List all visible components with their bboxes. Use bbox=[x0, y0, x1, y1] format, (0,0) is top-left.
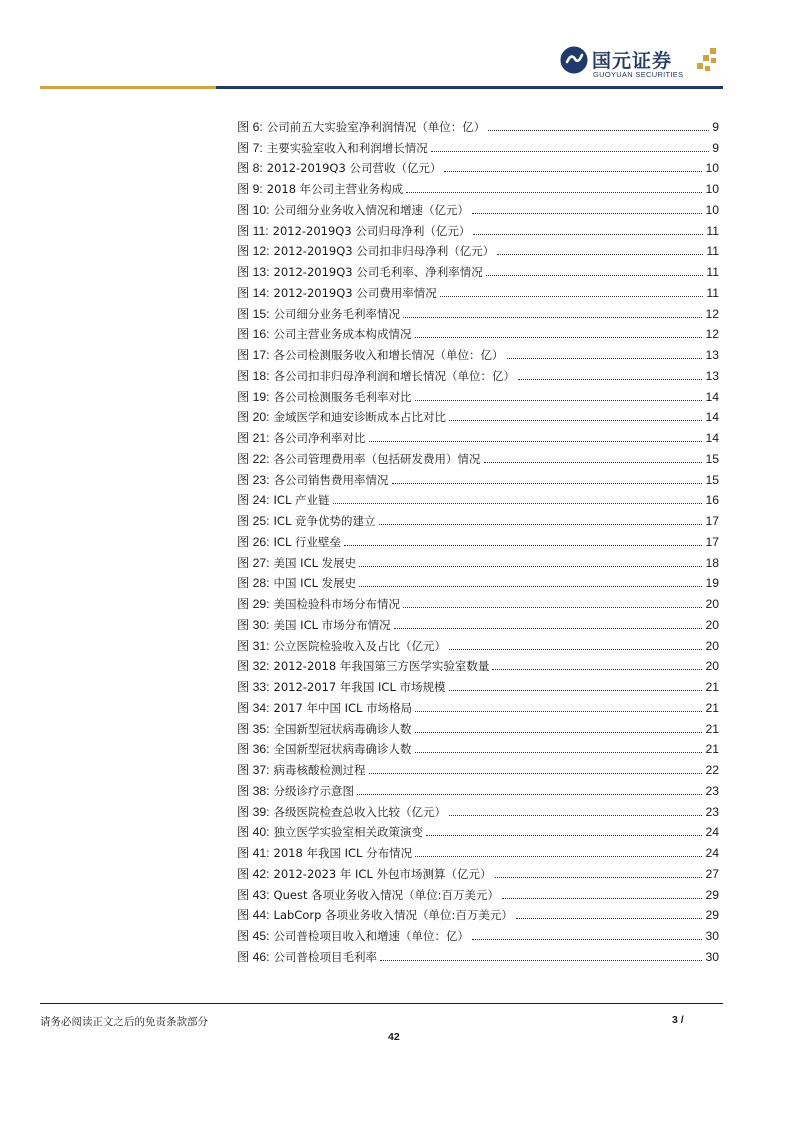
header-divider-gold bbox=[40, 86, 216, 89]
dot-leader bbox=[403, 607, 702, 608]
toc-entry[interactable] bbox=[237, 176, 719, 197]
toc-entry[interactable] bbox=[237, 156, 719, 177]
figure-title: 各公司管理费用率（包括研发费用）情况 bbox=[273, 451, 481, 466]
toc-entry[interactable] bbox=[237, 363, 719, 384]
toc-entry[interactable] bbox=[237, 239, 719, 260]
figure-page-number: 23 bbox=[705, 783, 719, 798]
dot-leader bbox=[449, 815, 702, 816]
toc-entry[interactable] bbox=[237, 882, 719, 903]
dot-leader bbox=[507, 358, 703, 359]
dot-leader bbox=[415, 711, 702, 712]
figure-label: 图 37: bbox=[237, 763, 270, 777]
figure-page-number: 20 bbox=[705, 638, 719, 653]
dot-leader bbox=[333, 503, 703, 504]
dot-leader bbox=[415, 400, 703, 401]
figure-label: 图 35: bbox=[237, 721, 270, 736]
toc-entry[interactable] bbox=[237, 861, 719, 882]
figure-label: 图 36: bbox=[237, 742, 270, 757]
toc-entry[interactable] bbox=[237, 654, 719, 675]
toc-entry[interactable] bbox=[237, 591, 719, 612]
dot-leader bbox=[403, 317, 702, 318]
dot-leader bbox=[486, 275, 704, 276]
dot-leader bbox=[359, 586, 702, 587]
dot-leader bbox=[426, 835, 702, 836]
toc-entry[interactable] bbox=[237, 612, 719, 633]
figure-label: 图 16: bbox=[237, 327, 270, 342]
toc-entry[interactable] bbox=[237, 405, 719, 426]
figure-label: 图 23: bbox=[237, 472, 270, 487]
figure-title: 公司细分业务毛利率情况 bbox=[273, 306, 401, 321]
figure-title: LabCorp 各项业务收入情况（单位:百万美元） bbox=[273, 908, 513, 923]
figure-page-number: 13 bbox=[705, 348, 719, 362]
dot-leader bbox=[415, 856, 702, 857]
figure-page-number: 9 bbox=[712, 140, 719, 155]
figure-page-number: 10 bbox=[705, 202, 719, 217]
figure-page-number: 11 bbox=[706, 285, 719, 300]
figure-title: 各公司检测服务收入和增长情况（单位：亿） bbox=[273, 348, 504, 362]
figure-page-number: 24 bbox=[705, 825, 719, 840]
figure-title: 金域医学和迪安诊断成本占比对比 bbox=[273, 410, 447, 425]
brand-logo bbox=[560, 44, 720, 84]
toc-entry[interactable] bbox=[237, 488, 719, 509]
figure-label: 图 34: bbox=[237, 700, 270, 715]
figure-label: 图 27: bbox=[237, 555, 270, 570]
toc-entry[interactable] bbox=[237, 425, 719, 446]
figure-label: 图 46: bbox=[237, 949, 270, 964]
figure-label: 图 18: bbox=[237, 368, 270, 383]
figure-page-number: 12 bbox=[705, 306, 719, 321]
dot-leader bbox=[518, 379, 702, 380]
figure-title: ICL 竞争优势的建立 bbox=[273, 514, 376, 528]
disclaimer-note: 请务必阅读正文之后的免责条款部分 bbox=[40, 1016, 208, 1028]
figure-title: 2012-2019Q3 公司归母净利（亿元） bbox=[272, 223, 471, 238]
figure-title: 美国检验科市场分布情况 bbox=[273, 597, 401, 611]
figure-title: ICL 产业链 bbox=[273, 493, 330, 508]
figure-title: 分级诊疗示意图 bbox=[273, 783, 355, 798]
toc-entry[interactable] bbox=[237, 197, 719, 218]
toc-entry[interactable] bbox=[237, 633, 719, 654]
figure-page-number: 27 bbox=[705, 866, 719, 881]
toc-entry[interactable] bbox=[237, 467, 719, 488]
dot-leader bbox=[394, 628, 703, 629]
figure-page-number: 17 bbox=[705, 514, 719, 528]
figure-title: 公司普检项目毛利率 bbox=[273, 949, 378, 964]
figure-label: 图 45: bbox=[237, 929, 270, 943]
figure-label: 图 31: bbox=[237, 638, 270, 653]
figure-label: 图 12: bbox=[237, 244, 270, 259]
figure-title: 病毒核酸检测过程 bbox=[273, 763, 366, 777]
dot-leader bbox=[484, 462, 703, 463]
figure-title: ICL 行业壁垒 bbox=[273, 534, 342, 549]
toc-entry[interactable] bbox=[237, 757, 719, 778]
dot-leader bbox=[488, 130, 709, 131]
figure-page-number: 10 bbox=[705, 161, 719, 176]
figure-label: 图 33: bbox=[237, 680, 270, 694]
figure-label: 图 29: bbox=[237, 597, 270, 611]
dot-leader bbox=[516, 918, 703, 919]
figure-title: 美国 ICL 市场分布情况 bbox=[273, 617, 391, 632]
figure-title: 主要实验室收入和利润增长情况 bbox=[266, 140, 428, 155]
dot-leader bbox=[415, 732, 703, 733]
figure-label: 图 32: bbox=[237, 659, 270, 674]
figure-title: 2012-2019Q3 公司费用率情况 bbox=[273, 285, 437, 300]
figure-label: 图 39: bbox=[237, 804, 270, 819]
toc-entry[interactable] bbox=[237, 944, 719, 965]
figure-label: 图 38: bbox=[237, 783, 270, 798]
figure-label: 图 41: bbox=[237, 846, 270, 860]
figure-page-number: 20 bbox=[705, 659, 719, 674]
figure-title: 2018 年公司主营业务构成 bbox=[266, 182, 404, 196]
figure-title: 各公司销售费用率情况 bbox=[273, 472, 389, 487]
figure-title: 2012-2019Q3 公司毛利率、净利率情况 bbox=[273, 265, 483, 279]
figure-title: 2017 年中国 ICL 市场格局 bbox=[273, 700, 413, 715]
figure-label: 图 24: bbox=[237, 493, 270, 508]
figure-page-number: 11 bbox=[706, 223, 719, 238]
dot-leader bbox=[502, 898, 702, 899]
dot-leader bbox=[344, 545, 702, 546]
figure-title: 全国新型冠状病毒确诊人数 bbox=[273, 742, 412, 757]
figure-label: 图 17: bbox=[237, 348, 270, 362]
dot-leader bbox=[415, 752, 703, 753]
figure-page-number: 18 bbox=[705, 555, 719, 570]
figure-title: 中国 ICL 发展史 bbox=[273, 576, 357, 591]
figure-label: 图 44: bbox=[237, 908, 270, 923]
figure-title: 2012-2017 年我国 ICL 市场规模 bbox=[273, 680, 446, 694]
dot-leader bbox=[369, 441, 703, 442]
figure-page-number: 24 bbox=[705, 846, 719, 860]
footer-divider bbox=[40, 1003, 723, 1004]
figure-page-number: 10 bbox=[705, 182, 719, 196]
toc-entry[interactable] bbox=[237, 737, 719, 758]
dot-leader bbox=[357, 794, 702, 795]
dot-leader bbox=[472, 213, 702, 214]
figure-label: 图 25: bbox=[237, 514, 270, 528]
dot-leader bbox=[406, 192, 702, 193]
figure-title: 公司主营业务成本构成情况 bbox=[273, 327, 412, 342]
figure-label: 图 42: bbox=[237, 866, 270, 881]
dot-leader bbox=[497, 254, 703, 255]
dot-leader bbox=[369, 773, 703, 774]
figure-page-number: 9 bbox=[712, 119, 719, 134]
figure-title: 公司普检项目收入和增速（单位：亿） bbox=[273, 929, 470, 943]
figure-title: Quest 各项业务收入情况（单位:百万美元） bbox=[273, 887, 499, 902]
toc-entry[interactable] bbox=[237, 135, 719, 156]
figure-page-number: 22 bbox=[705, 763, 719, 777]
figure-label: 图 6: bbox=[237, 119, 263, 134]
header-divider-navy bbox=[216, 86, 723, 89]
figure-page-number: 21 bbox=[705, 721, 719, 736]
figure-page-number: 14 bbox=[705, 431, 719, 445]
toc-entry[interactable] bbox=[237, 840, 719, 861]
figure-title: 公司细分业务收入情况和增速（亿元） bbox=[273, 202, 470, 217]
toc-entry[interactable] bbox=[237, 550, 719, 571]
figure-page-number: 30 bbox=[705, 949, 719, 964]
toc-entry[interactable] bbox=[237, 218, 719, 239]
figure-label: 图 43: bbox=[237, 887, 270, 902]
figure-page-number: 13 bbox=[705, 368, 719, 383]
figure-title: 2012-2023 年 ICL 外包市场测算（亿元） bbox=[273, 866, 492, 881]
figure-label: 图 28: bbox=[237, 576, 270, 591]
toc-entry[interactable] bbox=[237, 446, 719, 467]
figure-list bbox=[237, 114, 719, 965]
page-number: 3 / bbox=[672, 1014, 684, 1026]
figure-page-number: 14 bbox=[705, 410, 719, 425]
figure-label: 图 40: bbox=[237, 825, 270, 840]
figure-title: 各公司净利率对比 bbox=[273, 431, 366, 445]
figure-title: 公立医院检验收入及占比（亿元） bbox=[273, 638, 447, 653]
dot-leader bbox=[392, 483, 703, 484]
figure-label: 图 15: bbox=[237, 306, 270, 321]
figure-page-number: 21 bbox=[705, 700, 719, 715]
figure-label: 图 14: bbox=[237, 285, 270, 300]
figure-label: 图 22: bbox=[237, 451, 270, 466]
figure-title: 2012-2019Q3 公司扣非归母净利（亿元） bbox=[273, 244, 495, 259]
figure-page-number: 17 bbox=[705, 534, 719, 549]
figure-label: 图 26: bbox=[237, 534, 270, 549]
figure-title: 2012-2018 年我国第三方医学实验室数量 bbox=[273, 659, 490, 674]
toc-entry[interactable] bbox=[237, 778, 719, 799]
total-pages: 42 bbox=[388, 1031, 400, 1043]
toc-entry[interactable] bbox=[237, 508, 719, 529]
dot-leader bbox=[492, 669, 702, 670]
figure-title: 2012-2019Q3 公司营收（亿元） bbox=[266, 161, 442, 176]
toc-entry[interactable] bbox=[237, 716, 719, 737]
brand-squares-icon bbox=[697, 48, 719, 74]
toc-entry[interactable] bbox=[237, 342, 719, 363]
figure-page-number: 11 bbox=[706, 244, 719, 259]
figure-page-number: 15 bbox=[705, 451, 719, 466]
figure-page-number: 23 bbox=[705, 804, 719, 819]
toc-entry[interactable] bbox=[237, 820, 719, 841]
brand-name-cn: 国元证券 bbox=[592, 50, 673, 72]
dot-leader bbox=[440, 296, 704, 297]
figure-page-number: 20 bbox=[705, 617, 719, 632]
figure-title: 全国新型冠状病毒确诊人数 bbox=[273, 721, 412, 736]
figure-page-number: 12 bbox=[705, 327, 719, 342]
toc-entry[interactable] bbox=[237, 280, 719, 301]
figure-page-number: 21 bbox=[705, 742, 719, 757]
figure-page-number: 16 bbox=[705, 493, 719, 508]
dot-leader bbox=[380, 960, 702, 961]
figure-title: 公司前五大实验室净利润情况（单位：亿） bbox=[266, 119, 486, 134]
brand-name-en: GUOYUAN SECURITIES bbox=[593, 70, 684, 79]
figure-title: 各级医院检查总收入比较（亿元） bbox=[273, 804, 447, 819]
figure-page-number: 15 bbox=[705, 472, 719, 487]
figure-page-number: 21 bbox=[705, 680, 719, 694]
figure-title: 美国 ICL 发展史 bbox=[273, 555, 357, 570]
dot-leader bbox=[359, 566, 702, 567]
figure-label: 图 20: bbox=[237, 410, 270, 425]
figure-label: 图 7: bbox=[237, 140, 263, 155]
toc-entry[interactable] bbox=[237, 384, 719, 405]
toc-entry[interactable] bbox=[237, 529, 719, 550]
figure-label: 图 9: bbox=[237, 182, 263, 196]
figure-label: 图 13: bbox=[237, 265, 270, 279]
dot-leader bbox=[379, 524, 703, 525]
toc-entry[interactable] bbox=[237, 923, 719, 944]
toc-entry[interactable] bbox=[237, 674, 719, 695]
figure-page-number: 14 bbox=[705, 389, 719, 404]
dot-leader bbox=[472, 939, 702, 940]
toc-entry[interactable] bbox=[237, 695, 719, 716]
toc-entry[interactable] bbox=[237, 259, 719, 280]
figure-page-number: 30 bbox=[705, 929, 719, 943]
dot-leader bbox=[495, 877, 703, 878]
figure-page-number: 19 bbox=[705, 576, 719, 591]
dot-leader bbox=[415, 337, 703, 338]
dot-leader bbox=[431, 151, 709, 152]
figure-page-number: 29 bbox=[705, 887, 719, 902]
figure-label: 图 10: bbox=[237, 202, 270, 217]
figure-label: 图 8: bbox=[237, 161, 263, 176]
figure-label: 图 19: bbox=[237, 389, 270, 404]
figure-label: 图 21: bbox=[237, 431, 270, 445]
toc-entry[interactable] bbox=[237, 301, 719, 322]
toc-entry[interactable] bbox=[237, 903, 719, 924]
figure-title: 各公司检测服务毛利率对比 bbox=[273, 389, 412, 404]
figure-title: 各公司扣非归母净利润和增长情况（单位：亿） bbox=[273, 368, 516, 383]
figure-label: 图 11: bbox=[237, 223, 269, 238]
guoyuan-logo-icon bbox=[560, 46, 588, 74]
figure-page-number: 11 bbox=[706, 265, 719, 279]
toc-entry[interactable] bbox=[237, 114, 719, 135]
toc-entry[interactable] bbox=[237, 799, 719, 820]
figure-page-number: 20 bbox=[705, 597, 719, 611]
dot-leader bbox=[473, 234, 703, 235]
figure-label: 图 30: bbox=[237, 617, 270, 632]
dot-leader bbox=[449, 690, 703, 691]
figure-title: 2018 年我国 ICL 分布情况 bbox=[273, 846, 413, 860]
dot-leader bbox=[444, 171, 702, 172]
dot-leader bbox=[449, 649, 702, 650]
figure-title: 独立医学实验室相关政策演变 bbox=[273, 825, 424, 840]
toc-entry[interactable] bbox=[237, 322, 719, 343]
toc-entry[interactable] bbox=[237, 571, 719, 592]
dot-leader bbox=[449, 420, 702, 421]
figure-page-number: 29 bbox=[705, 908, 719, 923]
